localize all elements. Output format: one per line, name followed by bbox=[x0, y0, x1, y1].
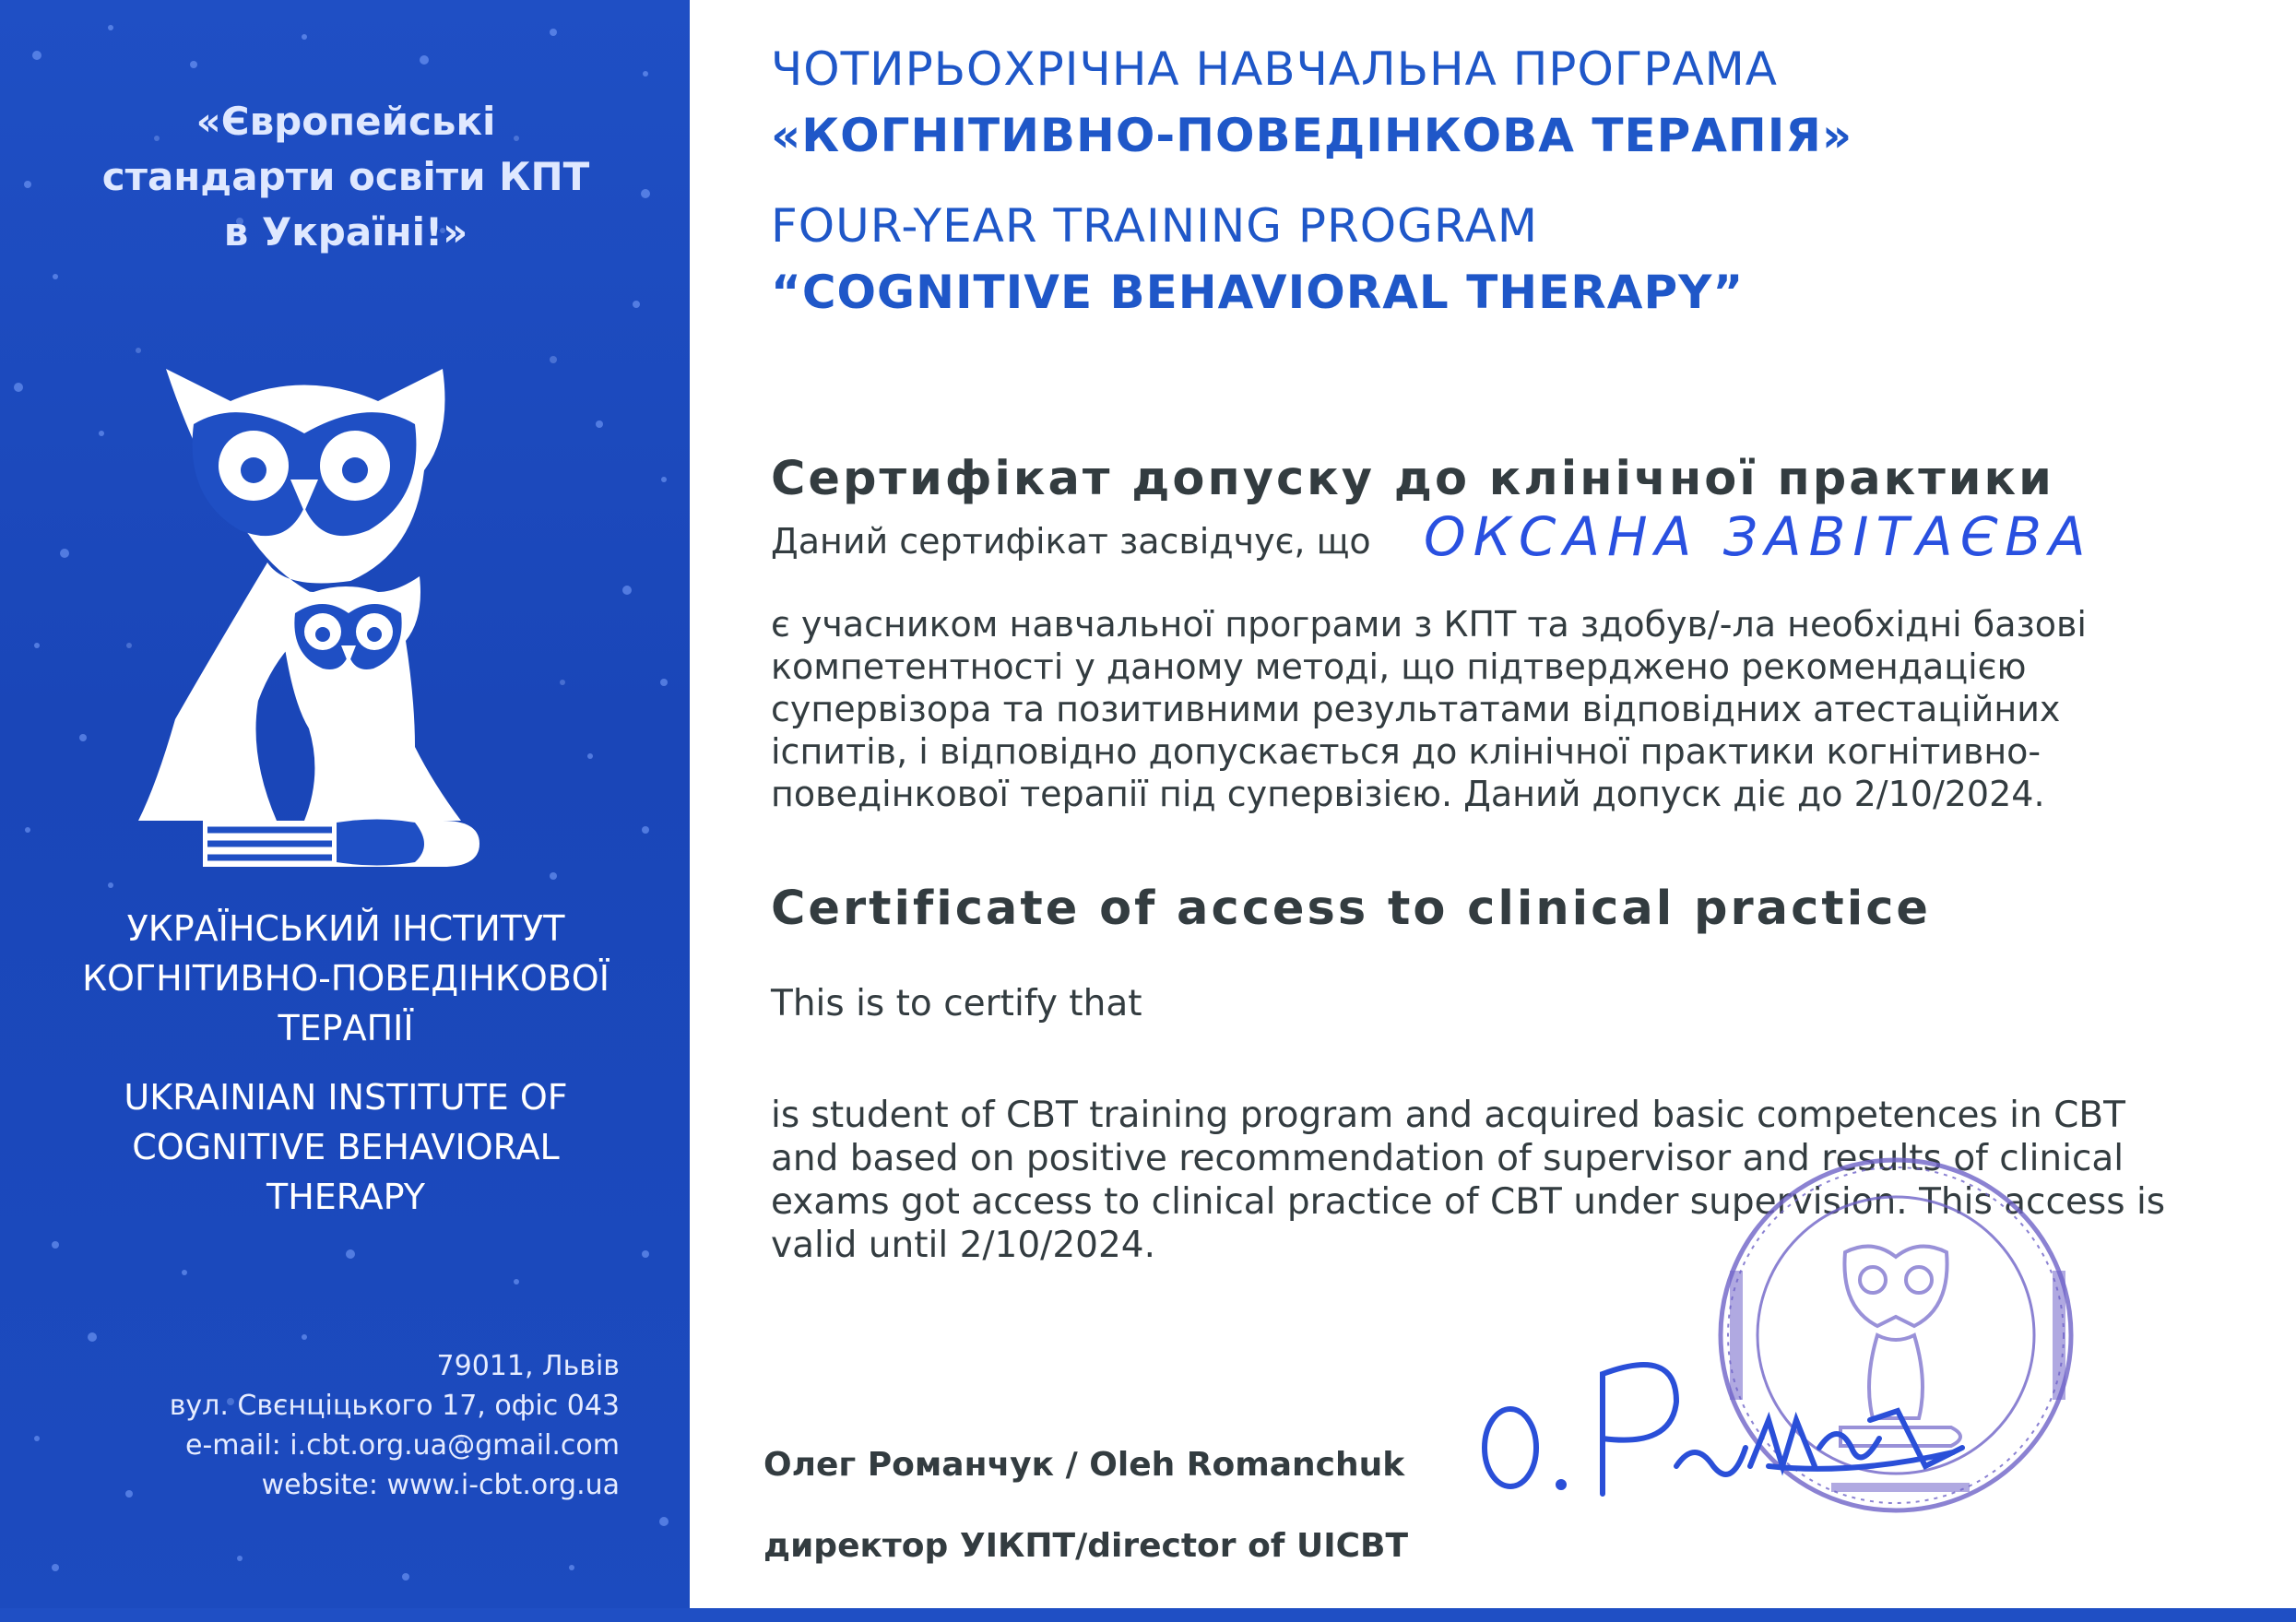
institute-line: УКРАЇНСЬКИЙ ІНСТИТУТ bbox=[126, 908, 565, 949]
paragraph-line: exams got access to clinical practice of CBT under supervision. This access is bbox=[771, 1181, 2166, 1223]
paragraph-line: valid until 2/10/2024. bbox=[771, 1225, 1155, 1266]
left-panel bbox=[0, 0, 690, 1622]
program-name-en: “COGNITIVE BEHAVIORAL THERAPY” bbox=[771, 266, 1745, 319]
certify-text-en: This is to certify that bbox=[771, 983, 1142, 1024]
certificate-title-en: Certificate of access to clinical practice bbox=[771, 882, 1932, 936]
institute-line: COGNITIVE BEHAVIORAL bbox=[132, 1127, 560, 1167]
certifies-text-ua: Даний сертифікат засвідчує, що bbox=[771, 521, 1371, 562]
address-email: e-mail: i.cbt.org.ua@gmail.com bbox=[185, 1429, 620, 1462]
signature-icon bbox=[1464, 1309, 1981, 1521]
program-name-ua: «КОГНІТИВНО-ПОВЕДІНКОВА ТЕРАПІЯ» bbox=[771, 109, 1853, 162]
address-street: вул. Свєнціцького 17, офіс 043 bbox=[169, 1390, 620, 1422]
paragraph-line: іспитів, і відповідно допускається до клінічної практики когнітивно- bbox=[771, 731, 2042, 772]
slogan-line: в Україні!» bbox=[223, 209, 468, 255]
signatory-title: директор УІКПТ/director of UICBT bbox=[763, 1527, 1409, 1565]
certificate-paragraph-ua bbox=[771, 603, 2087, 815]
institute-line: КОГНІТИВНО-ПОВЕДІНКОВОЇ bbox=[82, 958, 610, 999]
certificate-title-ua: Сертифікат допуску до клінічної практики bbox=[771, 452, 2054, 506]
paragraph-line: є учасником навчальної програми з КПТ та здобув/-ла необхідні базові bbox=[771, 604, 2087, 645]
owls-on-book-icon bbox=[138, 350, 562, 876]
program-title-ua: ЧОТИРЬОХРІЧНА НАВЧАЛЬНА ПРОГРАМА bbox=[771, 42, 1778, 96]
bottom-strip bbox=[0, 1608, 2296, 1622]
address-website: website: www.i-cbt.org.ua bbox=[261, 1469, 620, 1501]
contact-address bbox=[103, 1346, 620, 1505]
slogan-line: «Європейські bbox=[195, 99, 496, 144]
paragraph-line: is student of CBT training program and acquired basic competences in CBT bbox=[771, 1095, 2125, 1136]
recipient-name-handwritten: ОКСАНА ЗАВІТАЄВА bbox=[1424, 505, 2093, 568]
institute-name-ua bbox=[37, 904, 655, 1053]
paragraph-line: компетентності у даному методі, що підтверджено рекомендацією bbox=[771, 646, 2027, 687]
address-city: 79011, Львів bbox=[436, 1350, 620, 1382]
paragraph-line: поведінкової терапії під супервізією. Даний допуск діє до 2/10/2024. bbox=[771, 774, 2045, 814]
institute-line: UKRAINIAN INSTITUTE OF bbox=[124, 1077, 568, 1118]
slogan-line: стандарти освіти КПТ bbox=[101, 154, 590, 199]
institute-line: THERAPY bbox=[266, 1177, 425, 1217]
signatory-name: Олег Романчук / Oleh Romanchuk bbox=[763, 1446, 1405, 1484]
institute-name-en bbox=[37, 1072, 655, 1222]
certificate-body bbox=[690, 0, 2296, 1622]
program-title-en: FOUR-YEAR TRAINING PROGRAM bbox=[771, 199, 1538, 253]
slogan bbox=[65, 94, 627, 260]
paragraph-line: супервізора та позитивними результатами відповідних атестаційних bbox=[771, 689, 2061, 729]
paragraph-line: and based on positive recommendation of supervisor and results of clinical bbox=[771, 1138, 2124, 1179]
institute-line: ТЕРАПІЇ bbox=[278, 1008, 414, 1048]
